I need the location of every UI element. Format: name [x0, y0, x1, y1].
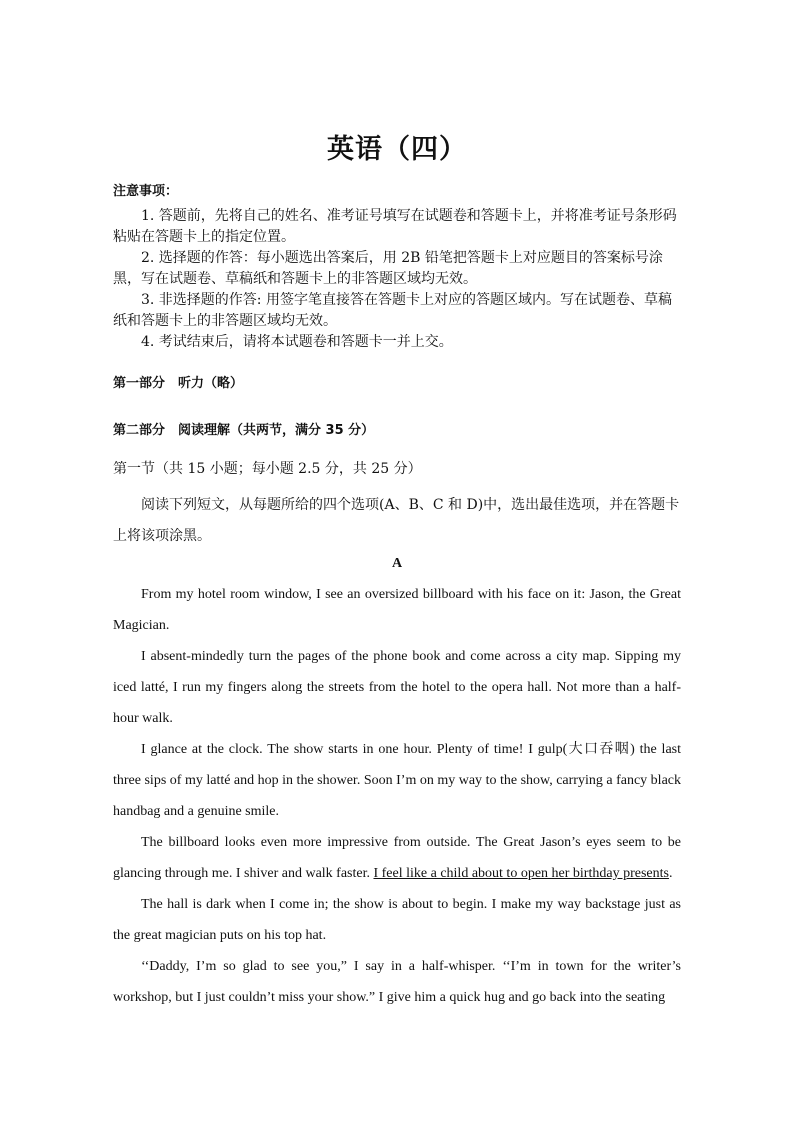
paragraph-text: .	[668, 866, 673, 881]
part1-heading: 第一部分 听力（略）	[113, 376, 244, 391]
passage-paragraph	[113, 827, 681, 889]
passage-paragraph: ‘‘Daddy, I’m so glad to see you,” I say in a half-whisper. ‘‘I’m in town for the writer’s workshop, but I just couldn’t miss your show.” I give him a quick hug and go back into the seating	[113, 959, 681, 1005]
part2-heading: 第二部分 阅读理解（共两节，满分 35 分）	[113, 423, 375, 438]
paragraph-text: The billboard looks even more impressive from outside. The Great Jason’s eyes seem to be glancing through me. I shiver and walk faster.	[113, 835, 681, 881]
passage-paragraph: The hall is dark when I come in; the show is about to begin. I make my way backstage just as the great magician puts on his top hat.	[113, 897, 681, 943]
passage-paragraph: I absent-mindedly turn the pages of the phone book and come across a city map. Sipping my iced latté, I run my fingers along the streets from the hotel to the opera hall. Not more than a half-hour walk.	[113, 649, 681, 726]
passage-label: A	[391, 556, 403, 571]
notice-heading: 注意事项：	[113, 184, 179, 199]
instruction-text: 阅读下列短文，从每题所给的四个选项(A、B、C 和 D)中，选出最佳选项，并在答题卡上将该项涂黑。	[113, 497, 680, 544]
passage-a	[113, 548, 681, 1013]
passage-paragraph: I glance at the clock. The show starts in one hour. Plenty of time! I gulp(大口吞咽) the last three sips of my latté and hop in the shower. Soon I’m on my way to the show, carrying a fancy black handbag and a genuine smile.	[113, 742, 681, 819]
page-title: 英语（四）	[327, 134, 467, 165]
underlined-sentence: I feel like a child about to open her birthday presents	[373, 866, 669, 881]
notice-item-2: 2. 选择题的作答：每小题选出答案后，用 2B 铅笔把答题卡上对应题目的答案标号涂黑，写在试题卷、草稿纸和答题卡上的非答题区域均无效。	[113, 250, 663, 287]
notice-item-4: 4. 考试结束后，请将本试题卷和答题卡一并上交。	[141, 334, 453, 350]
notice-item-1: 1. 答题前，先将自己的姓名、准考证号填写在试题卷和答题卡上，并将准考证号条形码粘贴在答题卡上的指定位置。	[113, 208, 677, 245]
section1-heading: 第一节（共 15 小题；每小题 2.5 分，共 25 分）	[113, 461, 422, 477]
passage-paragraph: From my hotel room window, I see an oversized billboard with his face on it: Jason, the Great Magician.	[113, 587, 681, 633]
notice-item-3: 3. 非选择题的作答: 用签字笔直接答在答题卡上对应的答题区域内。写在试题卷、草稿纸和答题卡上的非答题区域均无效。	[113, 292, 672, 329]
